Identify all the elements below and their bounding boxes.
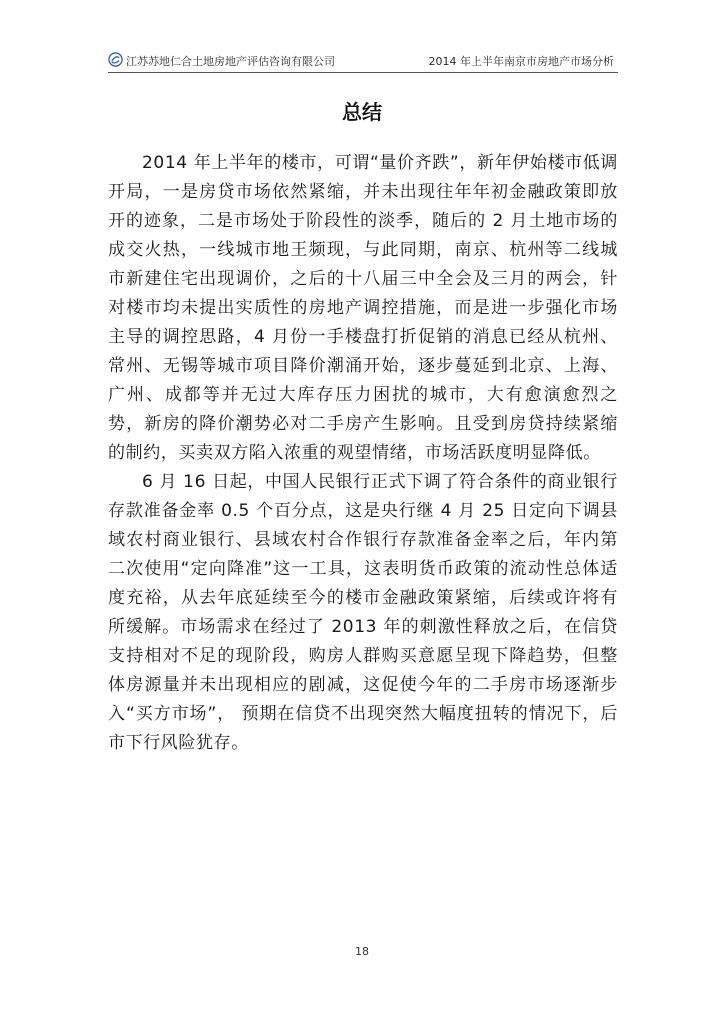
company-logo-icon [108,52,123,67]
report-title: 2014 年上半年南京市房地产市场分析 [428,55,614,68]
paragraph-2: 6 月 16 日起，中国人民银行正式下调了符合条件的商业银行存款准备金率 0.5 个百分点，这是央行继 4 月 25 日定向下调县域农村商业银行、县域农村合作银行存款准备金率之后，年内第二次使用“定向降准”这一工具，这表明货币政策的流动性总体适度充裕，从去年底延续至今的楼市金融政策紧缩，后续或许将有所缓解。市场需求在经过了 2013 年的刺激性释放之后，在信贷支持相对不足的现阶段，购房人群购买意愿呈现下降趋势，但整体房源量并未出现相应的剧减，这促使今年的二手房市场逐渐步入“买方市场”， 预期在信贷不出现突然大幅度扭转的情况下，后市下行风险犹存。 [108,472,618,753]
company-name: 江苏苏地仁合土地房地产评估咨询有限公司 [126,55,335,68]
body-text [108,149,618,758]
page-header [108,50,618,73]
page-title: 总结 [342,100,382,124]
page-number: 18 [355,945,369,958]
paragraph-1: 2014 年上半年的楼市，可谓“量价齐跌”，新年伊始楼市低调开局，一是房贷市场依然紧缩，并未出现往年年初金融政策即放开的迹象，二是市场处于阶段性的淡季，随后的 2 月土地市场的成交火热，一线城市地王频现，与此同期，南京、杭州等二线城市新建住宅出现调价，之后的十八届三中全会及三月的两会，针对楼市均未提出实质性的房地产调控措施，而是进一步强化市场主导的调控思路，4 月份一手楼盘打折促销的消息已经从杭州、常州、无锡等城市项目降价潮涌开始，逐步蔓延到北京、上海、广州、成都等并无过大库存压力困扰的城市，大有愈演愈烈之势，新房的降价潮势必对二手房产生影响。且受到房贷持续紧缩的制约，买卖双方陷入浓重的观望情绪，市场活跃度明显降低。 [108,153,618,463]
